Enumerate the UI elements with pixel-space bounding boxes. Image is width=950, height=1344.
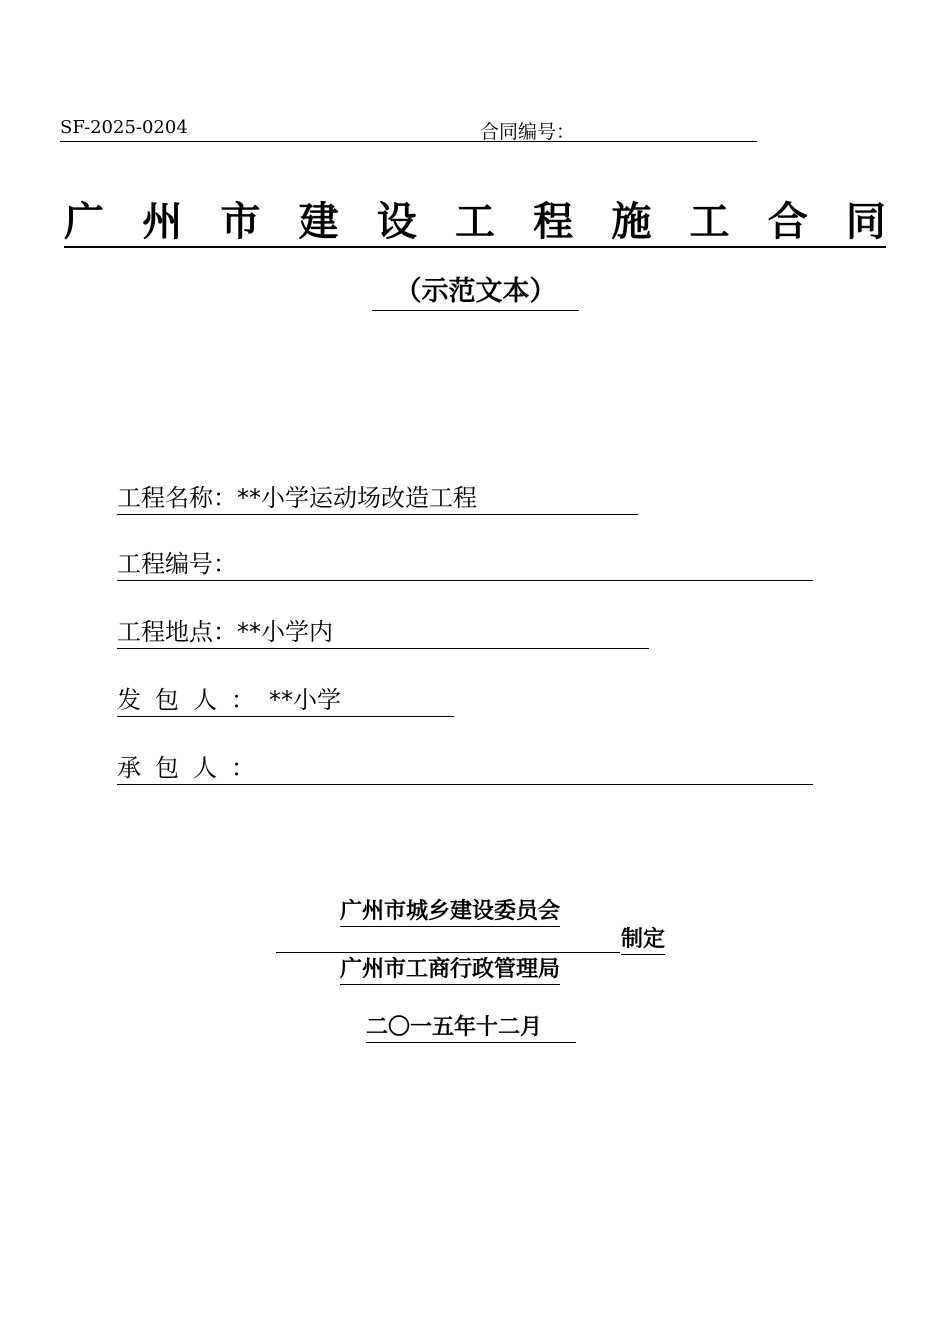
- project-name-value: **小学运动场改造工程: [237, 484, 477, 512]
- client-label: 发包人：: [117, 686, 269, 714]
- field-project-no: [117, 548, 813, 581]
- issuer-org-1: 广州市城乡建设委员会: [340, 898, 560, 927]
- title-char: 工: [689, 199, 730, 245]
- title-char: 工: [454, 199, 495, 245]
- title-char: 市: [220, 199, 261, 245]
- title-row: [64, 198, 886, 246]
- field-client: [117, 684, 454, 717]
- issue-date: 二〇一五年十二月: [366, 1014, 576, 1043]
- project-name-label: 工程名称：: [117, 484, 237, 512]
- title-char: 程: [533, 199, 574, 245]
- location-label: 工程地点：: [117, 618, 237, 646]
- title-char: 合: [767, 199, 808, 245]
- title-char: 州: [142, 199, 183, 245]
- field-location: [117, 616, 649, 649]
- contract-no-label: 合同编号：: [480, 121, 576, 143]
- location-value: **小学内: [237, 618, 333, 646]
- issuer-blank-line: [276, 924, 620, 953]
- title-char: 同: [845, 199, 886, 245]
- document-title: [64, 198, 886, 248]
- client-value: **小学: [269, 686, 341, 714]
- project-no-label: 工程编号：: [117, 550, 237, 578]
- field-project-name: [117, 482, 638, 515]
- issuer-org-2: 广州市工商行政管理局: [340, 956, 560, 985]
- doc-code: SF-2025-0204: [60, 117, 188, 138]
- field-contractor: [117, 752, 813, 785]
- document-subtitle: （示范文本）: [372, 274, 579, 311]
- issuer-made-by: 制定: [621, 926, 665, 955]
- title-char: 广: [64, 199, 104, 245]
- title-char: 设: [376, 199, 417, 245]
- header-line: [60, 117, 757, 142]
- title-char: 施: [611, 199, 652, 245]
- contractor-label: 承包人：: [117, 754, 269, 782]
- title-char: 建: [298, 199, 339, 245]
